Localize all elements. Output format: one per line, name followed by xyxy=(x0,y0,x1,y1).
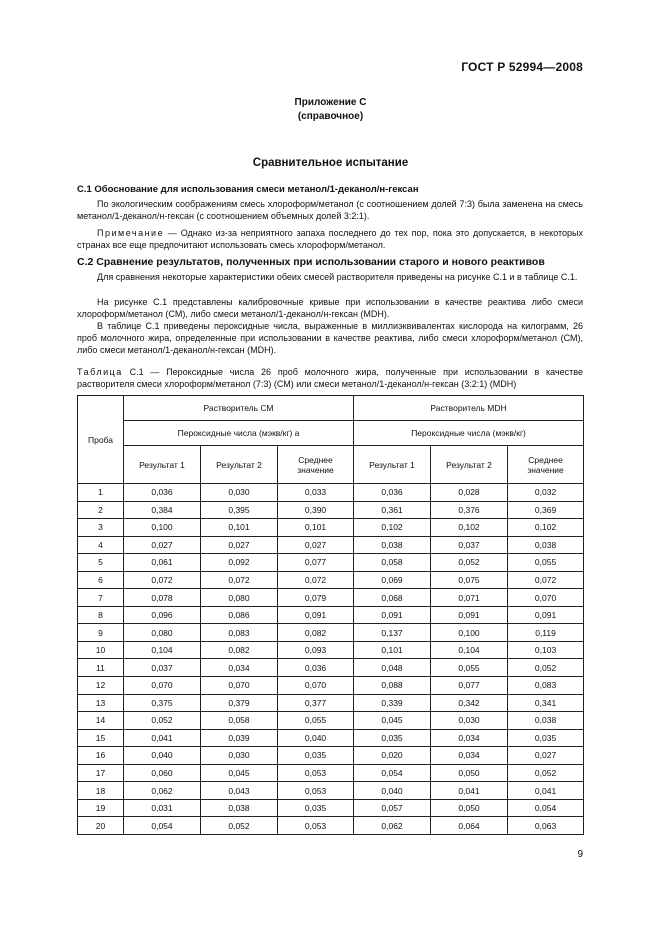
table-cell: 0,063 xyxy=(508,817,584,835)
table-cell: 0,072 xyxy=(508,571,584,589)
table-cell: 0,082 xyxy=(201,641,278,659)
table-cell: 0,036 xyxy=(278,659,354,677)
table-caption xyxy=(77,366,583,390)
table-cell: 0,096 xyxy=(124,606,201,624)
table-cell: 17 xyxy=(78,764,124,782)
paragraph-c2-3: В таблице С.1 приведены пероксидные числа, выраженные в миллиэквивалентах кислорода на килограмм, 26 проб молочного жира, определенные при использовании в качестве реактива, либо смеси хлороформ/метанол (СМ), либо смеси метанол/1-деканол/н-гексан (MDH). xyxy=(77,321,583,356)
note-label: Примечание xyxy=(97,228,165,238)
table-cell: 0,054 xyxy=(124,817,201,835)
table-cell: 0,041 xyxy=(124,729,201,747)
section-title: Сравнительное испытание xyxy=(252,157,409,169)
col-header-probe: Проба xyxy=(78,396,124,484)
table-cell: 0,083 xyxy=(508,677,584,695)
table-row xyxy=(78,536,584,554)
table-cell: 0,341 xyxy=(508,694,584,712)
table-cell: 0,091 xyxy=(278,606,354,624)
table-cell: 0,093 xyxy=(278,641,354,659)
col-sub-cm: Пероксидные числа (мэкв/кг) а xyxy=(124,421,354,446)
table-cell: 11 xyxy=(78,659,124,677)
table-row xyxy=(78,554,584,572)
table-cell: 0,052 xyxy=(431,554,508,572)
col-group-cm: Растворитель СМ xyxy=(124,396,354,421)
table-cell: 0,070 xyxy=(278,677,354,695)
table-cell: 0,055 xyxy=(431,659,508,677)
table-cell: 0,052 xyxy=(201,817,278,835)
table-cell: 18 xyxy=(78,782,124,800)
table-cell: 0,035 xyxy=(354,729,431,747)
table-cell: 0,070 xyxy=(124,677,201,695)
table-cell: 0,030 xyxy=(201,484,278,502)
table-cell: 0,055 xyxy=(278,712,354,730)
table-cell: 0,101 xyxy=(201,519,278,537)
table-row xyxy=(78,519,584,537)
col-sub-mdh: Пероксидные числа (мэкв/кг) xyxy=(354,421,584,446)
table-cell: 0,101 xyxy=(354,641,431,659)
table-cell: 0,369 xyxy=(508,501,584,519)
table-cell: 10 xyxy=(78,641,124,659)
table-cell: 0,052 xyxy=(124,712,201,730)
table-cell: 0,070 xyxy=(508,589,584,607)
table-cell: 0,082 xyxy=(278,624,354,642)
table-cell: 0,027 xyxy=(201,536,278,554)
table-cell: 0,053 xyxy=(278,764,354,782)
table-cell: 0,045 xyxy=(201,764,278,782)
table-cell: 14 xyxy=(78,712,124,730)
table-cell: 0,062 xyxy=(124,782,201,800)
table-cell: 0,020 xyxy=(354,747,431,765)
table-cell: 0,060 xyxy=(124,764,201,782)
col-header-mean: Среднее значение xyxy=(278,446,354,484)
table-cell: 0,091 xyxy=(354,606,431,624)
table-cell: 0,033 xyxy=(278,484,354,502)
table-row xyxy=(78,817,584,835)
table-cell: 0,038 xyxy=(508,712,584,730)
table-row xyxy=(78,571,584,589)
table-cell: 0,028 xyxy=(431,484,508,502)
table-cell: 0,379 xyxy=(201,694,278,712)
table-cell: 0,100 xyxy=(124,519,201,537)
table-cell: 0,038 xyxy=(508,536,584,554)
table-cell: 0,057 xyxy=(354,799,431,817)
table-cell: 5 xyxy=(78,554,124,572)
table-row xyxy=(78,606,584,624)
table-row xyxy=(78,501,584,519)
table-cell: 0,050 xyxy=(431,764,508,782)
heading-c2: С.2 Сравнение результатов, полученных при использовании старого и нового реактивов xyxy=(77,256,545,268)
table-caption-text: С.1 — Пероксидные числа 26 проб молочного жира, полученные при использовании в качестве растворителя смеси хлороформ/метанол (7:3) (СМ) или смеси метанол/1-деканол/н-гексан (3:2:1) (MDH) xyxy=(77,367,583,390)
table-cell: 20 xyxy=(78,817,124,835)
table-cell: 0,086 xyxy=(201,606,278,624)
table-cell: 0,375 xyxy=(124,694,201,712)
table-row xyxy=(78,747,584,765)
heading-c1: С.1 Обоснование для использования смеси метанол/1-деканол/н-гексан xyxy=(77,184,419,195)
table-cell: 12 xyxy=(78,677,124,695)
table-caption-label: Таблица xyxy=(77,367,123,377)
table-cell: 9 xyxy=(78,624,124,642)
peroxide-table xyxy=(77,395,584,835)
table-row xyxy=(78,799,584,817)
table-cell: 0,055 xyxy=(508,554,584,572)
table-cell: 0,041 xyxy=(431,782,508,800)
table-cell: 0,377 xyxy=(278,694,354,712)
table-cell: 0,054 xyxy=(354,764,431,782)
table-cell: 0,091 xyxy=(508,606,584,624)
table-cell: 6 xyxy=(78,571,124,589)
table-cell: 0,034 xyxy=(201,659,278,677)
table-cell: 7 xyxy=(78,589,124,607)
table-cell: 0,041 xyxy=(508,782,584,800)
table-row xyxy=(78,624,584,642)
paragraph-c1: По экологическим соображениям смесь хлороформ/метанол (с соотношением долей 7:3) была заменена на смесь метанол/1-деканол/н-гексан (с соотношением объемных долей 3:2:1). xyxy=(77,199,583,222)
col-header-r1: Результат 1 xyxy=(354,446,431,484)
table-cell: 0,342 xyxy=(431,694,508,712)
table-cell: 0,034 xyxy=(431,729,508,747)
table-row xyxy=(78,659,584,677)
table-cell: 0,061 xyxy=(124,554,201,572)
table-cell: 0,103 xyxy=(508,641,584,659)
table-cell: 13 xyxy=(78,694,124,712)
col-header-r1: Результат 1 xyxy=(124,446,201,484)
table-cell: 0,027 xyxy=(508,747,584,765)
table-cell: 0,376 xyxy=(431,501,508,519)
table-cell: 0,062 xyxy=(354,817,431,835)
table-cell: 1 xyxy=(78,484,124,502)
table-cell: 0,078 xyxy=(124,589,201,607)
table-cell: 0,030 xyxy=(201,747,278,765)
table-row xyxy=(78,729,584,747)
table-body xyxy=(78,484,584,835)
table-row xyxy=(78,782,584,800)
table-cell: 0,027 xyxy=(278,536,354,554)
document-id: ГОСТ Р 52994—2008 xyxy=(461,60,583,74)
table-cell: 0,058 xyxy=(354,554,431,572)
col-group-mdh: Растворитель MDH xyxy=(354,396,584,421)
table-cell: 0,075 xyxy=(431,571,508,589)
table-cell: 4 xyxy=(78,536,124,554)
table-cell: 0,034 xyxy=(431,747,508,765)
table-cell: 0,037 xyxy=(431,536,508,554)
table-cell: 0,395 xyxy=(201,501,278,519)
table-cell: 0,068 xyxy=(354,589,431,607)
col-header-r2: Результат 2 xyxy=(201,446,278,484)
appendix-type: (справочное) xyxy=(297,111,364,122)
table-cell: 16 xyxy=(78,747,124,765)
table-cell: 0,361 xyxy=(354,501,431,519)
table-cell: 0,032 xyxy=(508,484,584,502)
table-cell: 15 xyxy=(78,729,124,747)
table-cell: 0,054 xyxy=(508,799,584,817)
table-cell: 0,052 xyxy=(508,659,584,677)
table-cell: 0,072 xyxy=(124,571,201,589)
table-cell: 0,064 xyxy=(431,817,508,835)
table-cell: 0,038 xyxy=(201,799,278,817)
table-cell: 0,070 xyxy=(201,677,278,695)
table-cell: 0,119 xyxy=(508,624,584,642)
table-cell: 3 xyxy=(78,519,124,537)
note-c1 xyxy=(77,227,583,251)
table-cell: 0,036 xyxy=(354,484,431,502)
appendix-label: Приложение С xyxy=(294,97,367,108)
table-cell: 0,072 xyxy=(201,571,278,589)
table-cell: 0,104 xyxy=(431,641,508,659)
table-cell: 2 xyxy=(78,501,124,519)
table-cell: 0,040 xyxy=(278,729,354,747)
table-cell: 0,384 xyxy=(124,501,201,519)
table-cell: 0,100 xyxy=(431,624,508,642)
table-cell: 0,137 xyxy=(354,624,431,642)
table-cell: 0,035 xyxy=(508,729,584,747)
table-cell: 0,102 xyxy=(354,519,431,537)
table-row xyxy=(78,764,584,782)
table-cell: 0,038 xyxy=(354,536,431,554)
paragraph-c2-1: Для сравнения некоторые характеристики обеих смесей растворителя приведены на рисунке С.1 и в таблице С.1. xyxy=(97,272,578,282)
table-row xyxy=(78,694,584,712)
table-cell: 0,048 xyxy=(354,659,431,677)
table-cell: 0,040 xyxy=(354,782,431,800)
table-row xyxy=(78,712,584,730)
table-cell: 0,040 xyxy=(124,747,201,765)
table-cell: 0,031 xyxy=(124,799,201,817)
paragraph-c2-2: На рисунке С.1 представлены калибровочные кривые при использовании в качестве реактива либо смеси хлороформ/метанол (СМ), либо смеси метанол/1-деканол/н-гексан (MDH). xyxy=(77,297,583,320)
col-header-r2: Результат 2 xyxy=(431,446,508,484)
col-header-mean: Среднее значение xyxy=(508,446,584,484)
table-cell: 0,080 xyxy=(201,589,278,607)
table-cell: 0,339 xyxy=(354,694,431,712)
table-cell: 0,045 xyxy=(354,712,431,730)
table-cell: 0,069 xyxy=(354,571,431,589)
table-cell: 0,072 xyxy=(278,571,354,589)
table-cell: 0,043 xyxy=(201,782,278,800)
table-cell: 0,092 xyxy=(201,554,278,572)
table-cell: 0,037 xyxy=(124,659,201,677)
table-cell: 0,027 xyxy=(124,536,201,554)
table-cell: 0,053 xyxy=(278,817,354,835)
table-cell: 0,102 xyxy=(508,519,584,537)
table-cell: 0,035 xyxy=(278,799,354,817)
table-cell: 0,088 xyxy=(354,677,431,695)
table-cell: 0,071 xyxy=(431,589,508,607)
table-cell: 0,058 xyxy=(201,712,278,730)
table-cell: 0,077 xyxy=(278,554,354,572)
table-row xyxy=(78,677,584,695)
table-cell: 8 xyxy=(78,606,124,624)
table-cell: 0,050 xyxy=(431,799,508,817)
note-text: — Однако из-за неприятного запаха последнего до тех пор, пока это допускается, в некоторых странах все еще предпочитают использовать смесь хлороформ/метанол. xyxy=(77,228,583,251)
table-cell: 0,035 xyxy=(278,747,354,765)
table-row xyxy=(78,641,584,659)
table-cell: 0,052 xyxy=(508,764,584,782)
table-cell: 0,036 xyxy=(124,484,201,502)
table-cell: 0,091 xyxy=(431,606,508,624)
table-cell: 0,101 xyxy=(278,519,354,537)
table-cell: 19 xyxy=(78,799,124,817)
table-cell: 0,080 xyxy=(124,624,201,642)
table-cell: 0,077 xyxy=(431,677,508,695)
page-number: 9 xyxy=(577,849,583,860)
table-row xyxy=(78,589,584,607)
table-cell: 0,390 xyxy=(278,501,354,519)
table-cell: 0,039 xyxy=(201,729,278,747)
table-cell: 0,079 xyxy=(278,589,354,607)
table-cell: 0,053 xyxy=(278,782,354,800)
table-cell: 0,030 xyxy=(431,712,508,730)
table-cell: 0,102 xyxy=(431,519,508,537)
table-cell: 0,083 xyxy=(201,624,278,642)
table-cell: 0,104 xyxy=(124,641,201,659)
table-row xyxy=(78,484,584,502)
